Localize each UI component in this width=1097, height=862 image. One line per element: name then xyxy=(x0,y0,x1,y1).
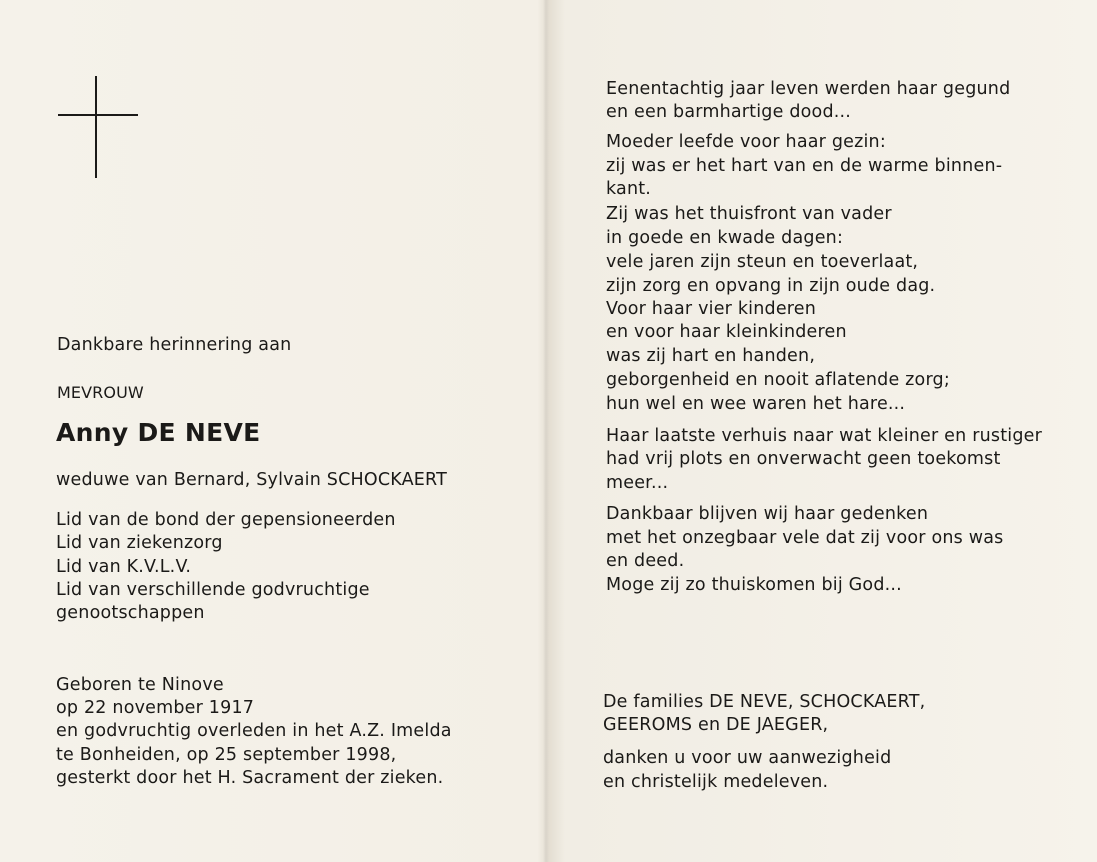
thanks-line: danken u voor uw aanwezigheid xyxy=(603,748,892,768)
life-line: te Bonheiden, op 25 september 1998, xyxy=(56,745,397,765)
thanks-line: en christelijk medeleven. xyxy=(603,772,829,792)
poem-line: met het onzegbaar vele dat zij voor ons was xyxy=(606,528,1004,548)
poem-line: hun wel en wee waren het hare... xyxy=(606,394,906,414)
poem-line: en een barmhartige dood... xyxy=(606,102,852,122)
poem-line: Haar laatste verhuis naar wat kleiner en rustiger xyxy=(606,426,1042,446)
poem-line: Eenentachtig jaar leven werden haar gegund xyxy=(606,79,1011,99)
life-line: gesterkt door het H. Sacrament der zieken. xyxy=(56,768,444,788)
remembrance-heading: Dankbare herinnering aan xyxy=(57,335,292,355)
membership-line: Lid van de bond der gepensioneerden xyxy=(56,510,396,530)
poem-line: meer... xyxy=(606,473,669,493)
membership-line: Lid van ziekenzorg xyxy=(56,533,223,553)
poem-line: vele jaren zijn steun en toeverlaat, xyxy=(606,252,919,272)
honorific: MEVROUW xyxy=(57,383,144,402)
life-line: Geboren te Ninove xyxy=(56,675,224,695)
cross-icon xyxy=(58,76,138,178)
poem-line: Moge zij zo thuiskomen bij God... xyxy=(606,575,902,595)
poem-line: Dankbaar blijven wij haar gedenken xyxy=(606,504,929,524)
membership-line: Lid van verschillende godvruchtige xyxy=(56,580,370,600)
poem-line: Zij was het thuisfront van vader xyxy=(606,204,892,224)
poem-line: was zij hart en handen, xyxy=(606,346,816,366)
card-fold xyxy=(543,0,549,862)
poem-line: had vrij plots en onverwacht geen toekomst xyxy=(606,449,1001,469)
poem-line: Moeder leefde voor haar gezin: xyxy=(606,132,886,152)
poem-line: en voor haar kleinkinderen xyxy=(606,322,847,342)
life-line: en godvruchtig overleden in het A.Z. Imelda xyxy=(56,721,452,741)
membership-line: Lid van K.V.L.V. xyxy=(56,557,192,577)
poem-line: zijn zorg en opvang in zijn oude dag. xyxy=(606,276,936,296)
spouse-line: weduwe van Bernard, Sylvain SCHOCKAERT xyxy=(56,470,448,490)
thanks-line: De families DE NEVE, SCHOCKAERT, xyxy=(603,692,926,712)
poem-line: geborgenheid en nooit aflatende zorg; xyxy=(606,370,950,390)
thanks-line: GEEROMS en DE JAEGER, xyxy=(603,715,829,735)
life-line: op 22 november 1917 xyxy=(56,698,255,718)
deceased-name: Anny DE NEVE xyxy=(56,418,261,447)
poem-line: in goede en kwade dagen: xyxy=(606,228,844,248)
poem-line: Voor haar vier kinderen xyxy=(606,299,817,319)
membership-line: genootschappen xyxy=(56,603,205,623)
poem-line: kant. xyxy=(606,179,652,199)
poem-line: en deed. xyxy=(606,551,685,571)
poem-line: zij was er het hart van en de warme binnen- xyxy=(606,156,1003,176)
